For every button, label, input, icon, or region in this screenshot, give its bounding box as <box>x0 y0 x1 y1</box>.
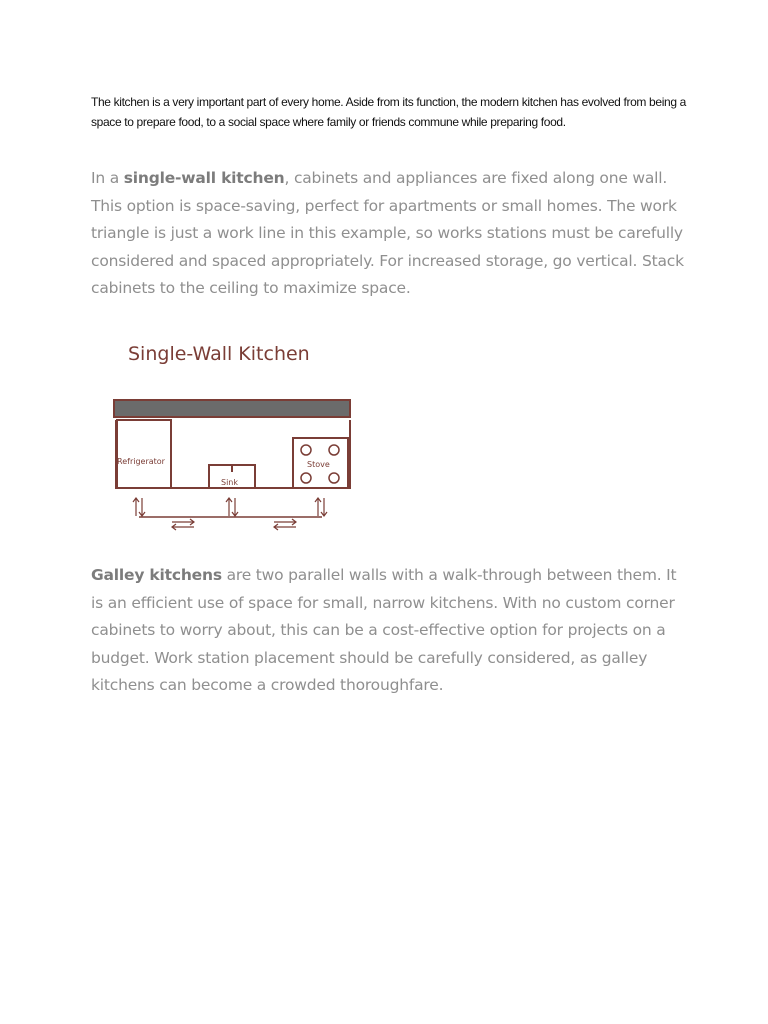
galley-term: Galley kitchens <box>91 566 222 584</box>
single-wall-paragraph <box>91 165 691 303</box>
horizontal-arrow-icon <box>172 519 194 530</box>
refrigerator <box>117 420 171 488</box>
single-wall-kitchen-diagram <box>108 330 358 540</box>
diagram-title: Single-Wall Kitchen <box>128 343 310 365</box>
intro-paragraph: The kitchen is a very important part of every home. Aside from its function, the modern kitchen has evolved from being a space to prepare food, to a social space where family or friends commune while preparing food. <box>91 95 686 129</box>
stove-label: Stove <box>307 460 330 469</box>
horizontal-arrow-icon <box>274 519 296 530</box>
galley-paragraph <box>91 562 691 700</box>
double-arrow-icon <box>133 498 145 516</box>
wall-counter <box>114 400 350 417</box>
double-arrow-icon <box>226 498 238 516</box>
double-arrow-icon <box>315 498 327 516</box>
single-wall-term: single-wall kitchen <box>123 169 285 187</box>
refrigerator-label: Refrigerator <box>117 457 165 466</box>
single-wall-body: , cabinets and appliances are fixed along one wall. This option is space-saving, perfect for apartments or small homes. The work triangle is just a work line in this example, so works stations must be carefully considered and spaced appropriately. For increased storage, go vertical. Stack cabinets to the ceiling to maximize space. <box>91 169 684 297</box>
single-wall-lead: In a <box>91 169 124 187</box>
galley-body: are two parallel walls with a walk-through between them. It is an efficient use of space for small, narrow kitchens. With no custom corner cabinets to worry about, this can be a cost-effective option for projects on a budget. Work station placement should be carefully considered, as galley kitchens can become a crowded thoroughfare. <box>91 566 677 694</box>
sink-label: Sink <box>221 478 239 487</box>
